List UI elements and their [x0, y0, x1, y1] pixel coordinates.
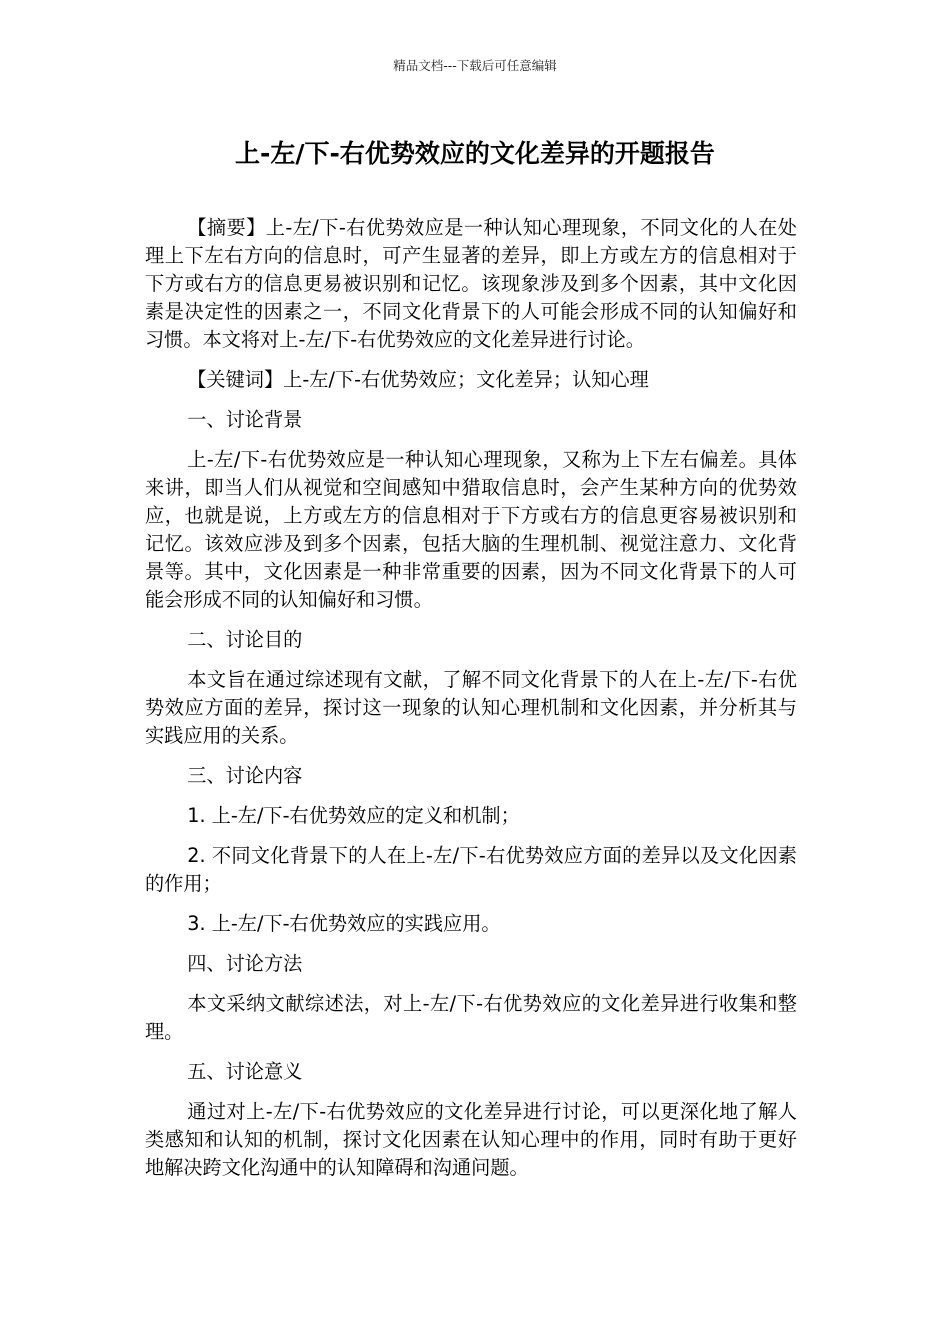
- section-heading-purpose: 二、讨论目的: [187, 628, 303, 651]
- section-heading-background: 一、讨论背景: [187, 408, 303, 431]
- content-list-item-3: 3. 上-左/下-右优势效应的实践应用。: [187, 912, 501, 935]
- content-list-item-2: 2. 不同文化背景下的人在上-左/下-右优势效应方面的差异以及文化因素的作用；: [145, 844, 797, 895]
- abstract-paragraph: 【摘要】上-左/下-右优势效应是一种认知心理现象，不同文化的人在处理上下左右方向的信息时，可产生显著的差异，即上方或左方的信息相对于下方或右方的信息更易被识别和记忆。该现象涉及到多个因素，其中文化因素是决定性的因素之一，不同文化背景下的人可能会形成不同的认知偏好和习惯。本文将对上-左/下-右优势效应的文化差异进行讨论。: [145, 216, 797, 351]
- section-paragraph-method: 本文采纳文献综述法，对上-左/下-右优势效应的文化差异进行收集和整理。: [145, 992, 797, 1043]
- section-heading-method: 四、讨论方法: [187, 952, 303, 975]
- content-list-item-1: 1. 上-左/下-右优势效应的定义和机制；: [187, 804, 520, 827]
- section-paragraph-purpose: 本文旨在通过综述现有文献，了解不同文化背景下的人在上-左/下-右优势效应方面的差异，探讨这一现象的认知心理机制和文化因素，并分析其与实践应用的关系。: [145, 668, 797, 747]
- keywords-paragraph: 【关键词】上-左/下-右优势效应；文化差异；认知心理: [187, 368, 649, 391]
- document-body: [145, 214, 797, 1194]
- section-heading-significance: 五、讨论意义: [187, 1060, 303, 1083]
- section-paragraph-background: 上-左/下-右优势效应是一种认知心理现象，又称为上下左右偏差。具体来讲，即当人们从视觉和空间感知中猎取信息时，会产生某种方向的优势效应，也就是说，上方或左方的信息相对于下方或右方的信息更容易被识别和记忆。该效应涉及到多个因素，包括大脑的生理机制、视觉注意力、文化背景等。其中，文化因素是一种非常重要的因素，因为不同文化背景下的人可能会形成不同的认知偏好和习惯。: [145, 448, 797, 611]
- page-header-note: 精品文档---下载后可任意编辑: [393, 58, 557, 73]
- section-paragraph-significance: 通过对上-左/下-右优势效应的文化差异进行讨论，可以更深化地了解人类感知和认知的机制，探讨文化因素在认知心理中的作用，同时有助于更好地解决跨文化沟通中的认知障碍和沟通问题。: [145, 1100, 797, 1179]
- document-title: 上-左/下-右优势效应的文化差异的开题报告: [235, 139, 715, 168]
- section-heading-content: 三、讨论内容: [187, 764, 303, 787]
